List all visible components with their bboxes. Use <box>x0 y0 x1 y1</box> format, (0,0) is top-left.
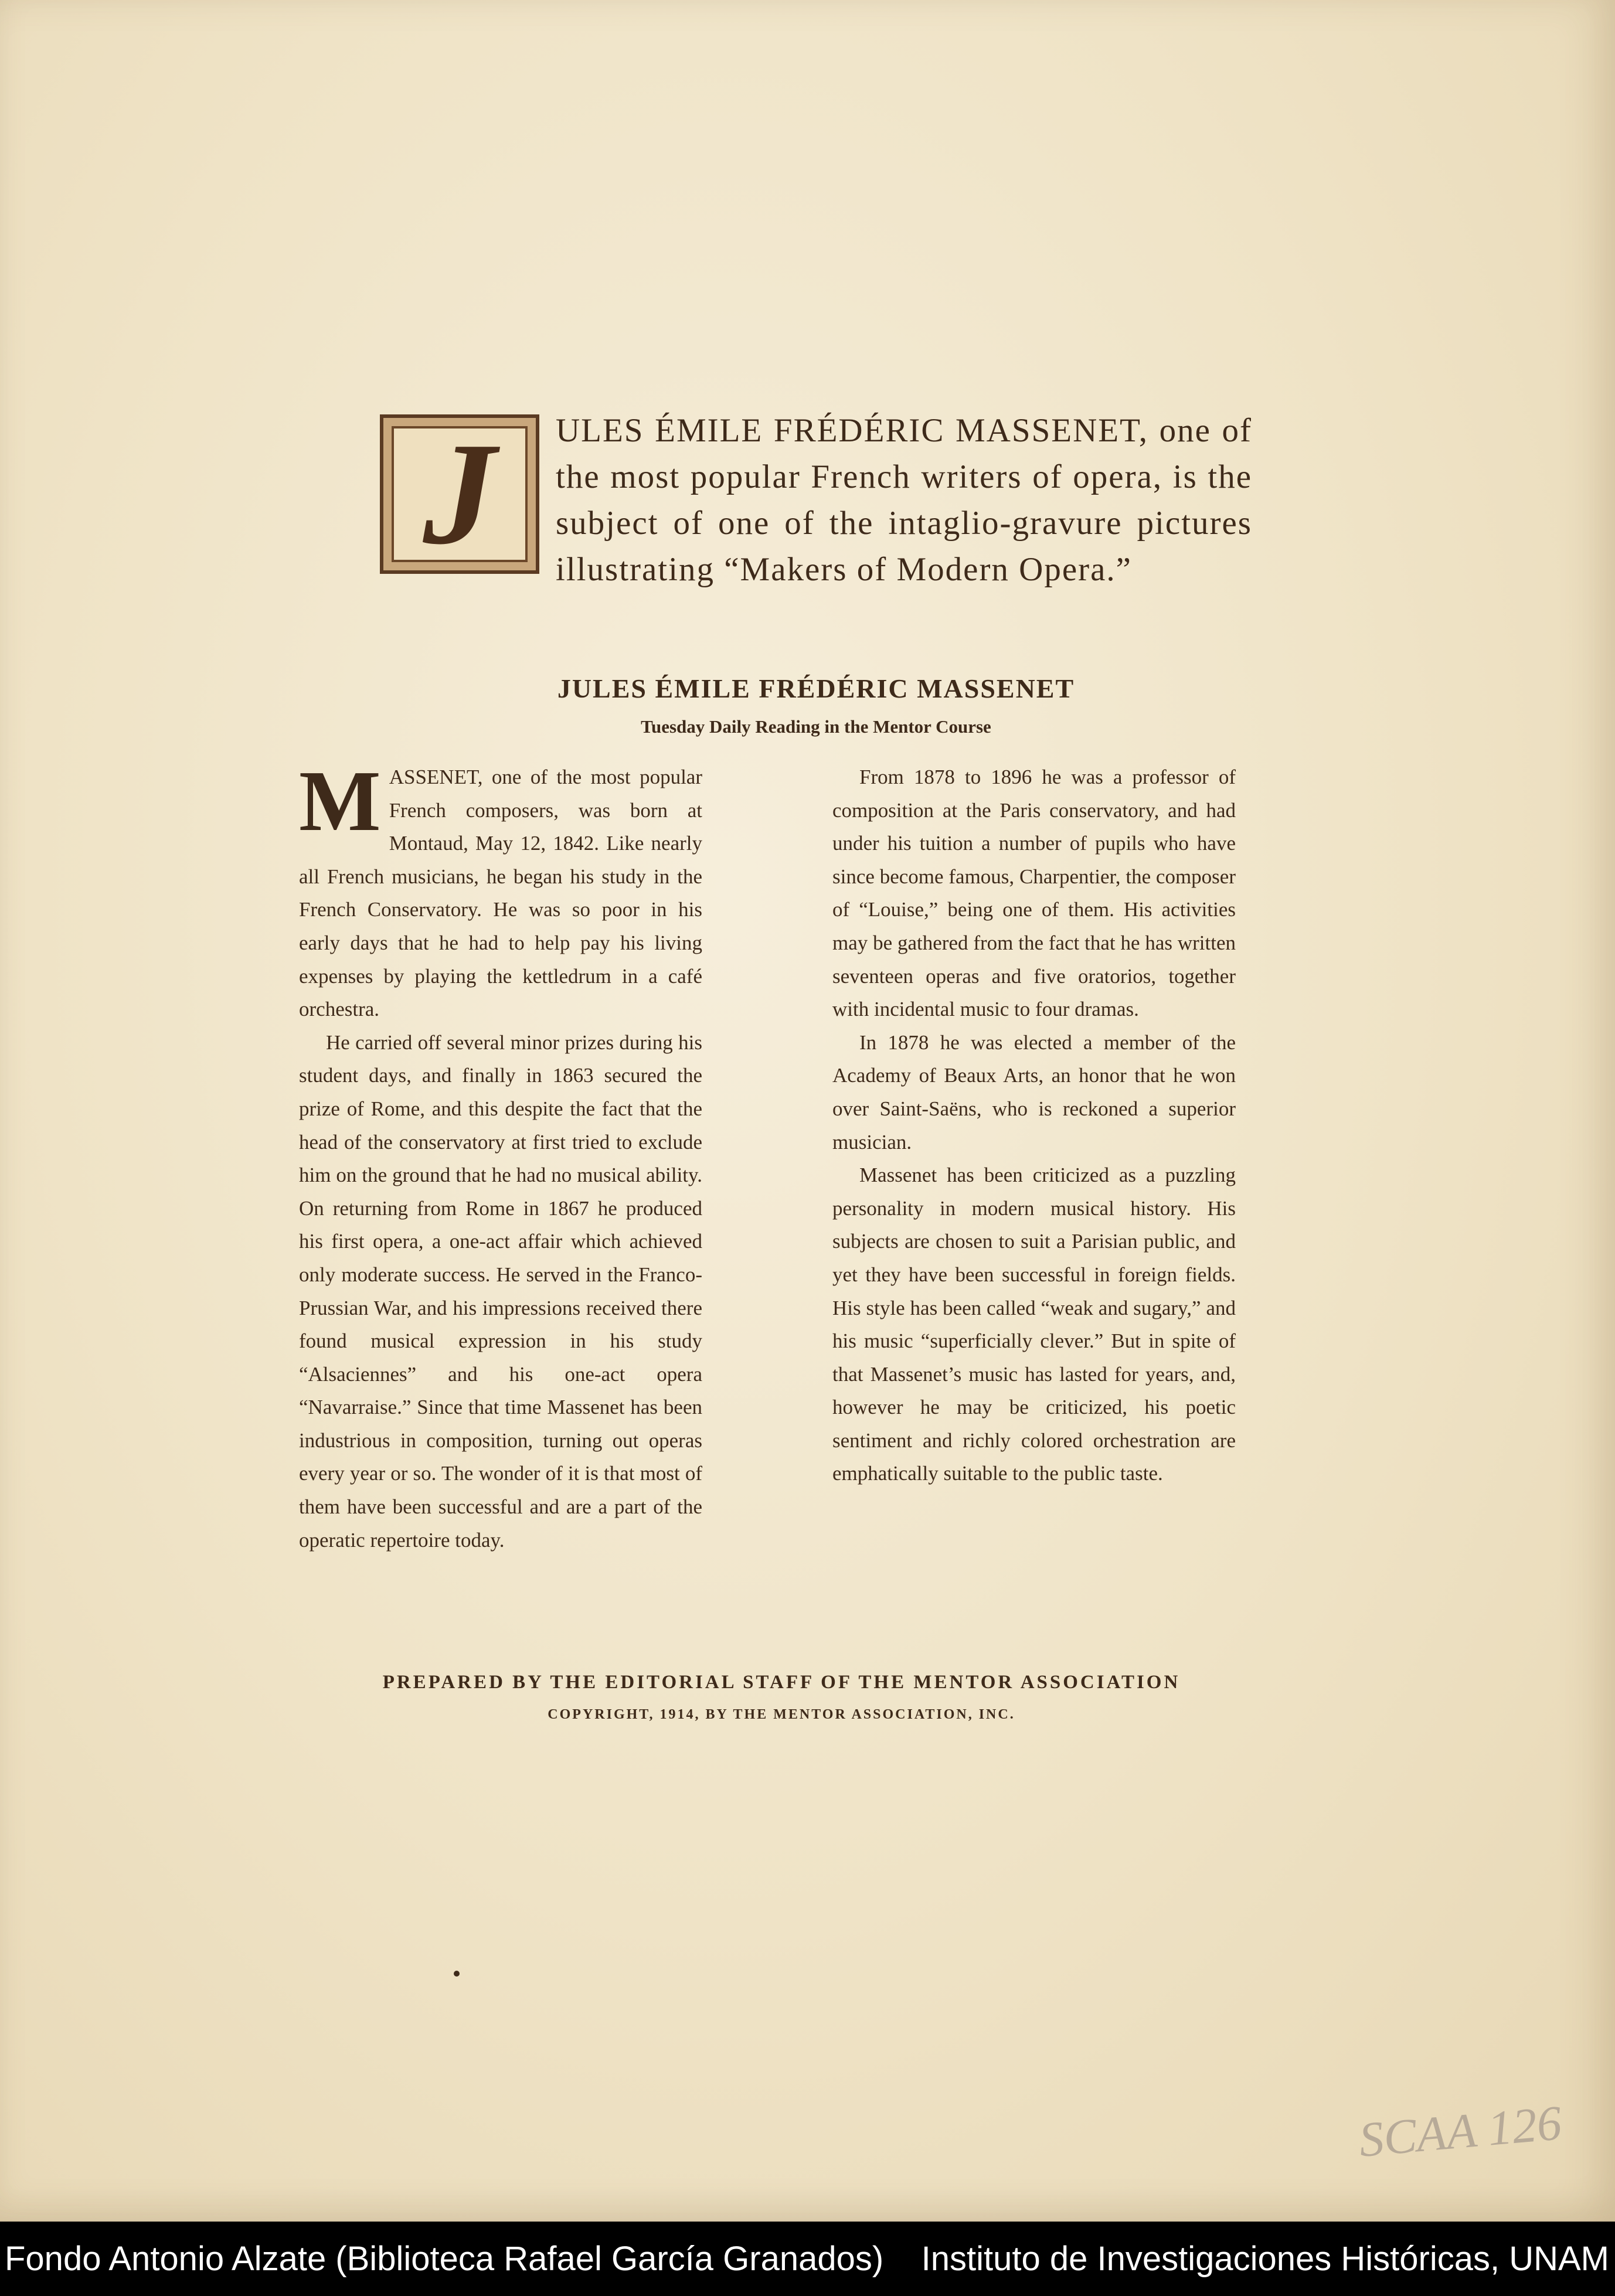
archive-footer-bar <box>0 2222 1615 2296</box>
footer-institution-credit: Instituto de Investigaciones Históricas, UNAM <box>921 2240 1609 2278</box>
ink-spot <box>454 1971 460 1977</box>
drop-cap-letter: J <box>423 413 497 575</box>
prepared-by-credit: PREPARED BY THE EDITORIAL STAFF OF THE MENTOR ASSOCIATION <box>382 1672 1181 1693</box>
right-column <box>832 761 1236 1491</box>
left-column <box>299 753 702 1557</box>
paragraph: From 1878 to 1896 he was a professor of composition at the Paris conservatory, and had under his tuition a number of pupils who have since become famous, Charpentier, the composer of “Louise,” being one of them. His activities may be gathered from the fact that he has written seventeen operas and five oratorios, together with incidental music to four dramas. <box>832 766 1236 1021</box>
pencil-annotation: SCAA 126 <box>1356 2096 1564 2168</box>
paragraph: Massenet has been criticized as a puzzling personality in modern musical history. His subjects are chosen to suit a Parisian public, and yet they have been successful in foreign fields. His style has been called “weak and sugary,” and his music “superficially clever.” But in spite of that Massenet’s music has lasted for years, and, however he may be criticized, his poetic sentiment and richly colored orchestration are emphatically suitable to the public taste. <box>832 1164 1236 1485</box>
intro-block <box>380 407 1252 593</box>
copyright-notice: COPYRIGHT, 1914, BY THE MENTOR ASSOCIATION, INC. <box>548 1707 1015 1722</box>
paragraph-text: ASSENET, one of the most popular French composers, was born at Montaud, May 12, 1842. Like nearly all French musicians, he began his study in the French Conservatory. He was so poor in his early days that he had to help pay his living expenses by playing the kettledrum in a café orchestra. <box>299 766 702 1021</box>
article-subtitle: Tuesday Daily Reading in the Mentor Course <box>641 716 991 737</box>
paragraph: He carried off several minor prizes during his student days, and finally in 1863 secured the prize of Rome, and this despite the fact that the head of the conservatory at first tried to exclude him on the ground that he had no musical ability. On returning from Rome in 1867 he produced his first opera, a one-act affair which achieved only moderate success. He served in the Franco-Prussian War, and his impressions received there found musical expression in his study “Alsaciennes” and his one-act opera “Navarraise.” Since that time Massenet has been industrious in composition, turning out operas every year or so. The wonder of it is that most of them have been successful and are a part of the operatic repertoire today. <box>299 1030 702 1552</box>
article-title: JULES ÉMILE FRÉDÉRIC MASSENET <box>557 674 1075 703</box>
paragraph-drop-letter: M <box>299 753 381 849</box>
drop-cap-frame <box>392 413 528 575</box>
ornamental-drop-cap <box>380 414 539 574</box>
paragraph <box>299 753 702 1026</box>
footer-collection-credit: Fondo Antonio Alzate (Biblioteca Rafael García Granados) <box>5 2240 884 2278</box>
paragraph: In 1878 he was elected a member of the Academy of Beaux Arts, an honor that he won over Saint-Saëns, who is reckoned a superior musician. <box>832 1030 1236 1154</box>
intro-text: ULES ÉMILE FRÉDÉRIC MASSENET, one of the most popular French writers of opera, is the subject of one of the intaglio-gravure pictures illustrating “Makers of Modern Opera.” <box>556 412 1252 588</box>
